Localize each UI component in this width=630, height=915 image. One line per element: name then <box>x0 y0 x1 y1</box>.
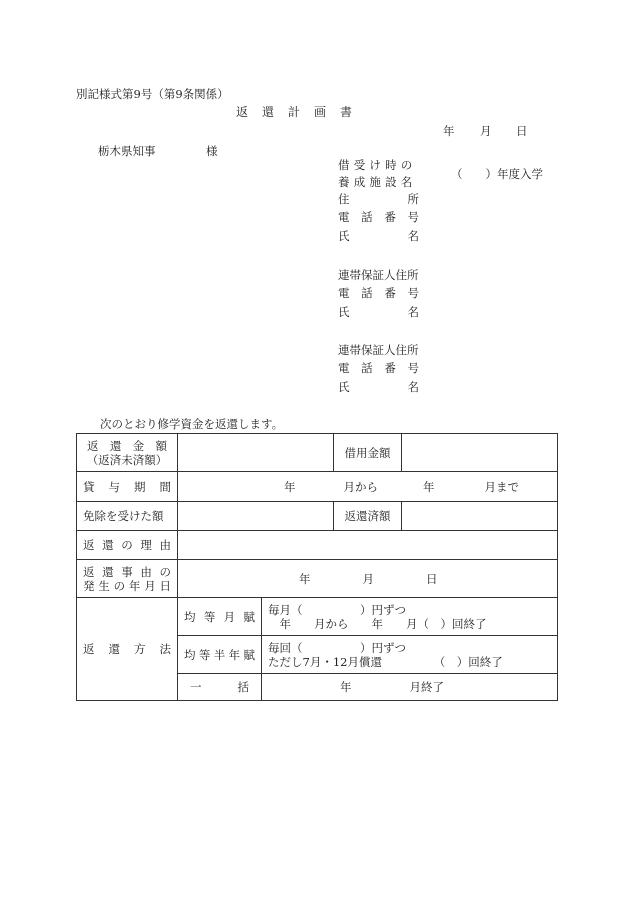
occur-year: 年 <box>299 571 311 586</box>
occurrence-label-cell: 返 還 事 由 の 発 生 の 年 月 日 <box>77 560 178 598</box>
reason-value-cell[interactable] <box>178 531 558 560</box>
school-label-line2: 養成施設名 <box>338 175 417 189</box>
semiannual-value-cell[interactable] <box>262 636 558 674</box>
repay-amount-value-cell[interactable] <box>178 434 334 472</box>
period-year2: 年 <box>423 479 435 494</box>
intro-text: 次のとおり修学資金を返還します。 <box>100 417 284 431</box>
period-year: 年 <box>284 479 296 494</box>
occur-month: 月 <box>362 571 374 586</box>
lump-year: 年 <box>340 680 352 694</box>
monthly-value-cell[interactable] <box>262 598 558 636</box>
name-label <box>338 228 419 244</box>
guarantor2-name-label: 氏 名 <box>338 380 419 394</box>
guarantor1-address-label: 連帯保証人住所 <box>338 268 419 282</box>
date-year: 年 <box>443 124 455 138</box>
guarantor2-phone-label: 電 話 番 号 <box>338 361 419 375</box>
loan-period-value-cell[interactable] <box>178 472 558 502</box>
date-month: 月 <box>480 124 492 138</box>
repaid-amount-label: 返還済額 <box>334 502 402 531</box>
row-reason <box>77 531 558 560</box>
loan-amount-label: 借用金額 <box>334 434 402 472</box>
guarantor1-phone-label: 電 話 番 号 <box>338 286 419 300</box>
repaid-amount-value-cell[interactable] <box>402 502 558 531</box>
reason-label-cell: 返 還 の 理 由 <box>77 531 178 560</box>
honorific: 様 <box>206 144 218 158</box>
addressee: 栃木県知事 <box>98 144 156 158</box>
address-label-text: 住 所 <box>338 192 419 206</box>
semi-line1: 毎回（ ）円ずつ <box>268 640 406 655</box>
monthly-label-cell: 均 等 月 賦 <box>178 598 262 636</box>
repayment-table <box>76 433 558 701</box>
semiannual-label-cell: 均 等 半 年 賦 <box>178 636 262 674</box>
exempt-amount-label: 免除を受けた額 <box>77 502 178 531</box>
loan-period-label-cell: 貸 与 期 間 <box>77 472 178 502</box>
row-exempt <box>77 502 558 531</box>
form-reference: 別記様式第9号（第9条関係） <box>76 87 229 101</box>
period-from: 月から <box>343 479 378 494</box>
loan-amount-value-cell[interactable] <box>402 434 558 472</box>
monthly-line2: 年 月から 年 月（ ）回終了 <box>268 616 487 631</box>
address-label <box>338 191 419 207</box>
occur-day: 日 <box>426 571 438 586</box>
row-repay-amount <box>77 434 558 472</box>
lump-end: 月終了 <box>409 680 444 694</box>
monthly-line1: 毎月（ ）円ずつ <box>268 602 406 617</box>
document-title: 返 還 計 画 書 <box>236 105 354 119</box>
school-value: （ ）年度入学 <box>451 167 543 181</box>
row-occurrence <box>77 560 558 598</box>
phone-label-text: 電 話 番 号 <box>338 210 419 224</box>
guarantor1-name-label: 氏 名 <box>338 305 419 319</box>
exempt-amount-value-cell[interactable] <box>178 502 334 531</box>
occurrence-value-cell[interactable] <box>178 560 558 598</box>
semi-line2: ただし7月・12月償還 （ ）回終了 <box>268 654 503 669</box>
row-monthly <box>77 598 558 636</box>
row-loan-period <box>77 472 558 502</box>
repay-amount-sub: （返済未済額） <box>86 452 168 467</box>
guarantor2-address-label: 連帯保証人住所 <box>338 343 419 357</box>
date-day: 日 <box>516 124 528 138</box>
phone-label <box>338 209 419 225</box>
method-label-cell: 返 還 方 法 <box>77 598 178 701</box>
period-to: 月まで <box>484 479 519 494</box>
lump-label-cell: 一 括 <box>178 674 262 701</box>
lump-value-cell[interactable] <box>262 674 558 701</box>
school-label-line1: 借受け時の <box>338 158 417 172</box>
repay-amount-label-cell: 返 還 金 額 （返済未済額） <box>77 434 178 472</box>
name-label-text: 氏 名 <box>338 229 419 243</box>
